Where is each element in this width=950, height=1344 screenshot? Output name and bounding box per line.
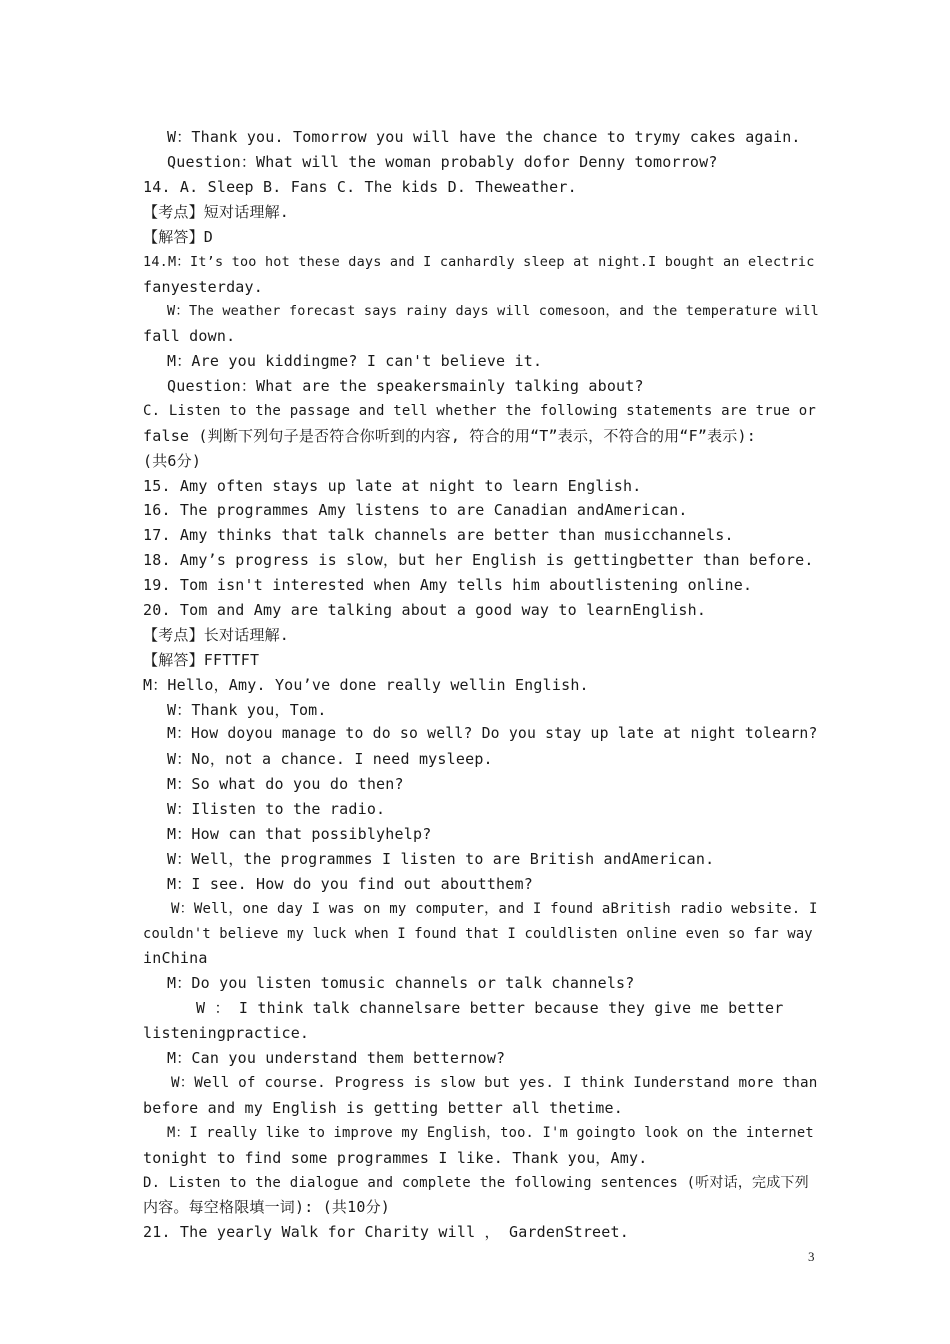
dialogue-line: M：I really like to improve my English，too. I'm goingto look on the internet bbox=[167, 1125, 814, 1141]
dialogue-line: W：Well，the programmes I listen to are British andAmerican. bbox=[167, 850, 715, 868]
dialogue-line: before and my English is getting better all thetime. bbox=[143, 1099, 623, 1117]
section-heading: 内容。每空格限填一词): (共10分) bbox=[143, 1198, 391, 1216]
dialogue-line: tonight to find some programmes I like. Thank you，Amy. bbox=[143, 1149, 648, 1167]
dialogue-line: M：Are you kiddingme? I can't believe it. bbox=[167, 352, 543, 370]
dialogue-line: M：I see. How do you find out aboutthem? bbox=[167, 875, 533, 893]
answer-key: 【解答】D bbox=[143, 228, 214, 246]
section-heading: (共6分) bbox=[143, 452, 202, 470]
dialogue-line: M：Can you understand them betternow? bbox=[167, 1049, 506, 1067]
dialogue-line: W：No，not a chance. I need mysleep. bbox=[167, 750, 493, 768]
fill-in-item: 21. The yearly Walk for Charity will ， GardenStreet. bbox=[143, 1223, 629, 1241]
dialogue-line: couldn't believe my luck when I found that I couldlisten online even so far way bbox=[143, 926, 813, 942]
section-heading: false (判断下列句子是否符合你听到的内容, 符合的用“T”表示，不符合的用“F”表示): bbox=[143, 427, 756, 445]
statement-item: 16. The programmes Amy listens to are Canadian andAmerican. bbox=[143, 501, 688, 519]
dialogue-line: W：Well，one day I was on my computer，and I found aBritish radio website. I bbox=[171, 901, 818, 917]
dialogue-line: M：How doyou manage to do so well? Do you stay up late at night tolearn? bbox=[167, 725, 818, 742]
statement-item: 19. Tom isn't interested when Amy tells him aboutlistening online. bbox=[143, 576, 753, 594]
dialogue-line: M：Hello，Amy. You’ve done really wellin English. bbox=[143, 676, 589, 694]
dialogue-line: W：Ilisten to the radio. bbox=[167, 800, 386, 818]
test-point: 【考点】长对话理解. bbox=[143, 626, 290, 644]
section-heading: C. Listen to the passage and tell whether the following statements are true or bbox=[143, 403, 817, 419]
statement-item: 20. Tom and Amy are talking about a good way to learnEnglish. bbox=[143, 601, 707, 619]
dialogue-line: W：The weather forecast says rainy days will comesoon，and the temperature will bbox=[167, 303, 819, 319]
test-point: 【考点】短对话理解. bbox=[143, 203, 290, 221]
statement-item: 17. Amy thinks that talk channels are better than musicchannels. bbox=[143, 526, 734, 544]
statement-item: 15. Amy often stays up late at night to learn English. bbox=[143, 477, 642, 495]
page-number: 3 bbox=[808, 1249, 815, 1264]
dialogue-line: W：Well of course. Progress is slow but yes. I think Iunderstand more than bbox=[171, 1075, 818, 1091]
dialogue-line: fall down. bbox=[143, 327, 236, 345]
dialogue-line: M：Do you listen tomusic channels or talk channels? bbox=[167, 974, 635, 992]
dialogue-line: M：So what do you do then? bbox=[167, 775, 404, 793]
dialogue-line: W：Thank you. Tomorrow you will have the chance to trymy cakes again. bbox=[167, 128, 801, 146]
dialogue-line: inChina bbox=[143, 949, 208, 967]
dialogue-line: listeningpractice. bbox=[143, 1024, 310, 1042]
section-heading: D. Listen to the dialogue and complete the following sentences (听对话，完成下列 bbox=[143, 1175, 809, 1191]
statement-item: 18. Amy’s progress is slow，but her English is gettingbetter than before. bbox=[143, 551, 814, 569]
question-line: Question：What are the speakersmainly talking about? bbox=[167, 377, 644, 395]
answer-options: 14. A. Sleep B. Fans C. The kids D. Theweather. bbox=[143, 178, 577, 196]
answer-key: 【解答】FFTTFT bbox=[143, 651, 260, 669]
dialogue-line: M：How can that possiblyhelp? bbox=[167, 825, 432, 843]
dialogue-line: W ： I think talk channelsare better because they give me better bbox=[196, 999, 784, 1017]
dialogue-line: 14.M：It’s too hot these days and I canhardly sleep at night.I bought an electric bbox=[143, 254, 815, 270]
dialogue-line: fanyesterday. bbox=[143, 278, 263, 296]
dialogue-line: W：Thank you，Tom. bbox=[167, 701, 327, 719]
question-line: Question：What will the woman probably dofor Denny tomorrow? bbox=[167, 153, 718, 171]
